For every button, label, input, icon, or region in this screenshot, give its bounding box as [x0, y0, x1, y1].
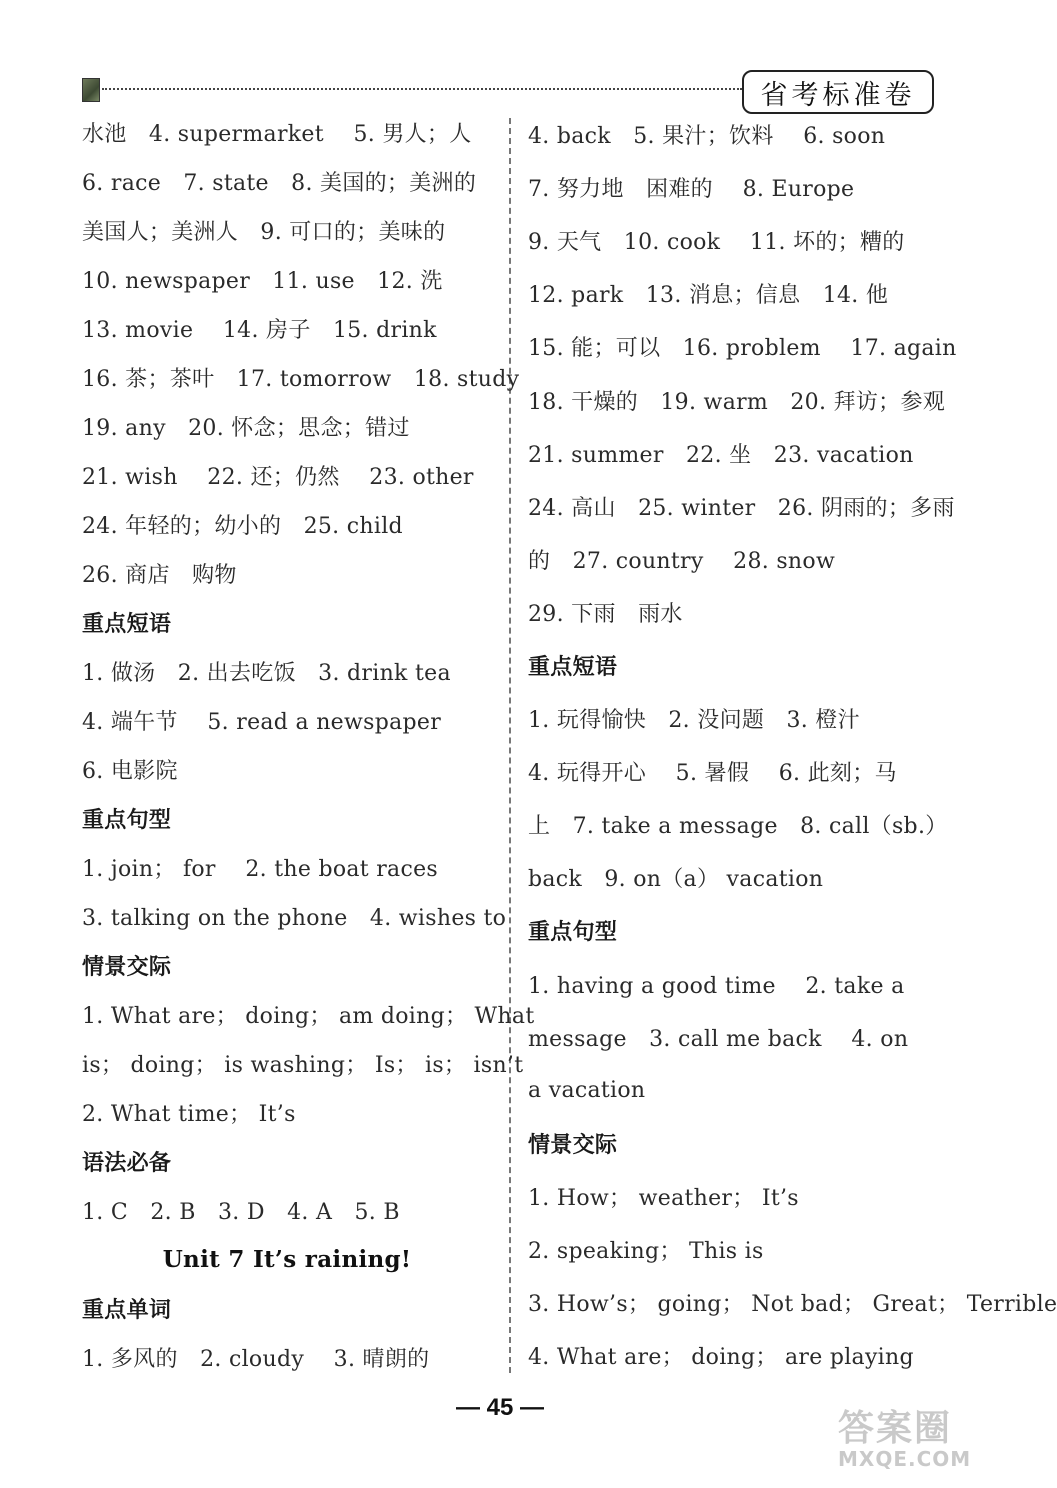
section-heading: 情景交际 [528, 1132, 618, 1158]
answer-line: 2. What time； It’s [82, 1102, 296, 1127]
answer-line: 4. 端午节 5. read a newspaper [82, 710, 442, 735]
answer-line: 4. back 5. 果汁；饮料 6. soon [528, 124, 886, 150]
right-column [528, 108, 1057, 1382]
unit-title: Unit 7 It’s raining! [162, 1246, 412, 1273]
answer-line: 18. 干燥的 19. warm 20. 拜访；参观 [528, 389, 946, 415]
watermark-logo [838, 1400, 988, 1480]
answer-line: 1. What are； doing； am doing； What [82, 1004, 535, 1029]
answer-line: 1. having a good time 2. take a [528, 973, 905, 999]
section-heading: 重点单词 [82, 1298, 172, 1323]
answer-line: 24. 年轻的；幼小的 25. child [82, 514, 403, 539]
answer-line: 1. 玩得愉快 2. 没问题 3. 橙汁 [528, 708, 860, 734]
section-heading: 重点短语 [82, 612, 172, 637]
header-dotted-rule [102, 88, 742, 90]
answer-line: 3. How’s； going； Not bad； Great； Terrible [528, 1292, 1057, 1318]
answer-line: 美国人；美洲人 9. 可口的；美味的 [82, 220, 446, 245]
answer-line: 1. 多风的 2. cloudy 3. 晴朗的 [82, 1347, 430, 1372]
section-heading: 语法必备 [82, 1151, 172, 1176]
answer-line: 6. 电影院 [82, 759, 178, 784]
answer-line: 4. What are； doing； are playing [528, 1345, 914, 1371]
answer-line: 上 7. take a message 8. call（sb.） [528, 814, 948, 840]
section-heading: 重点短语 [528, 654, 618, 680]
answer-line: 21. summer 22. 坐 23. vacation [528, 442, 914, 468]
section-heading: 情景交际 [82, 955, 172, 980]
watermark-text: 答案圈 [838, 1408, 953, 1449]
answer-line: 21. wish 22. 还；仍然 23. other [82, 465, 474, 490]
answer-line: 3. talking on the phone 4. wishes to [82, 906, 507, 931]
answer-line: 的 27. country 28. snow [528, 548, 836, 574]
column-divider [509, 118, 511, 1373]
answer-line: a vacation [528, 1077, 646, 1103]
watermark-url: MXQE.COM [838, 1447, 972, 1471]
answer-line: 1. How； weather； It’s [528, 1185, 799, 1211]
answer-line: 29. 下雨 雨水 [528, 601, 683, 627]
answer-line: 19. any 20. 怀念；思念；错过 [82, 416, 410, 441]
answer-line: 26. 商店 购物 [82, 563, 237, 588]
answer-line: 2. speaking； This is [528, 1239, 764, 1265]
answer-line: 4. 玩得开心 5. 暑假 6. 此刻；马 [528, 761, 897, 787]
section-heading: 重点句型 [528, 920, 618, 946]
answer-line: 水池 4. supermarket 5. 男人；人 [82, 122, 472, 147]
answer-line: 1. 做汤 2. 出去吃饭 3. drink tea [82, 661, 451, 686]
answer-line: 7. 努力地 困难的 8. Europe [528, 177, 855, 203]
answer-line: 24. 高山 25. winter 26. 阴雨的；多雨 [528, 495, 955, 521]
answer-line: 13. movie 14. 房子 15. drink [82, 318, 437, 343]
answer-line: 16. 茶；茶叶 17. tomorrow 18. study [82, 367, 520, 392]
section-heading: 重点句型 [82, 808, 172, 833]
left-column [82, 108, 535, 1382]
answer-line: 1. C 2. B 3. D 4. A 5. B [82, 1200, 400, 1225]
header-badge: 省考标准卷 [742, 70, 934, 114]
answer-line: 12. park 13. 消息；信息 14. 他 [528, 283, 889, 309]
answer-line: back 9. on（a） vacation [528, 867, 824, 893]
answer-line: 15. 能；可以 16. problem 17. again [528, 336, 957, 362]
answer-line: 1. join； for 2. the boat races [82, 857, 438, 882]
answer-line: is； doing； is washing； Is； is； isn’t [82, 1053, 524, 1078]
answer-line: 6. race 7. state 8. 美国的；美洲的 [82, 171, 477, 196]
header-ornament [82, 78, 100, 102]
page-number: — 45 — [455, 1394, 545, 1421]
answer-line: message 3. call me back 4. on [528, 1026, 909, 1052]
answer-line: 9. 天气 10. cook 11. 坏的；糟的 [528, 230, 905, 256]
answer-line: 10. newspaper 11. use 12. 洗 [82, 269, 443, 294]
